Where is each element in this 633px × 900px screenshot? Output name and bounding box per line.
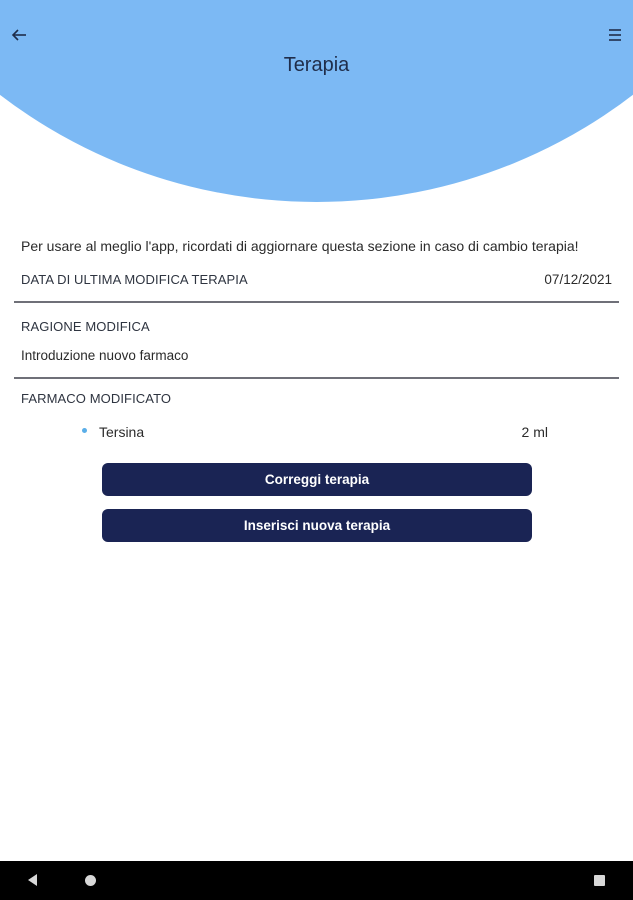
last-modified-value: 07/12/2021 (544, 272, 612, 287)
bullet-icon (82, 428, 87, 433)
correct-therapy-button[interactable]: Correggi terapia (102, 463, 532, 496)
reason-value: Introduzione nuovo farmaco (21, 348, 189, 363)
new-therapy-button[interactable]: Inserisci nuova terapia (102, 509, 532, 542)
navigation-bar (0, 861, 633, 900)
divider (14, 301, 619, 303)
reason-label: RAGIONE MODIFICA (21, 319, 150, 334)
nav-home-icon[interactable] (85, 875, 96, 886)
page-title: Terapia (283, 54, 350, 76)
header-background (0, 0, 633, 202)
drug-name: Tersina (99, 424, 145, 440)
drug-list-item (82, 424, 552, 440)
last-modified-label: DATA DI ULTIMA MODIFICA TERAPIA (21, 272, 248, 287)
drug-label: FARMACO MODIFICATO (21, 391, 172, 406)
nav-recent-apps-icon[interactable] (594, 875, 605, 886)
menu-button[interactable] (605, 26, 625, 44)
divider (14, 377, 619, 379)
nav-back-icon[interactable] (28, 874, 37, 886)
hamburger-menu-icon (605, 26, 625, 44)
back-button[interactable] (10, 26, 30, 44)
intro-text: Per usare al meglio l'app, ricordati di aggiornare questa sezione in caso di cambio terapia! (21, 238, 579, 254)
arrow-left-icon (10, 26, 30, 44)
drug-dose: 2 ml (521, 424, 548, 440)
